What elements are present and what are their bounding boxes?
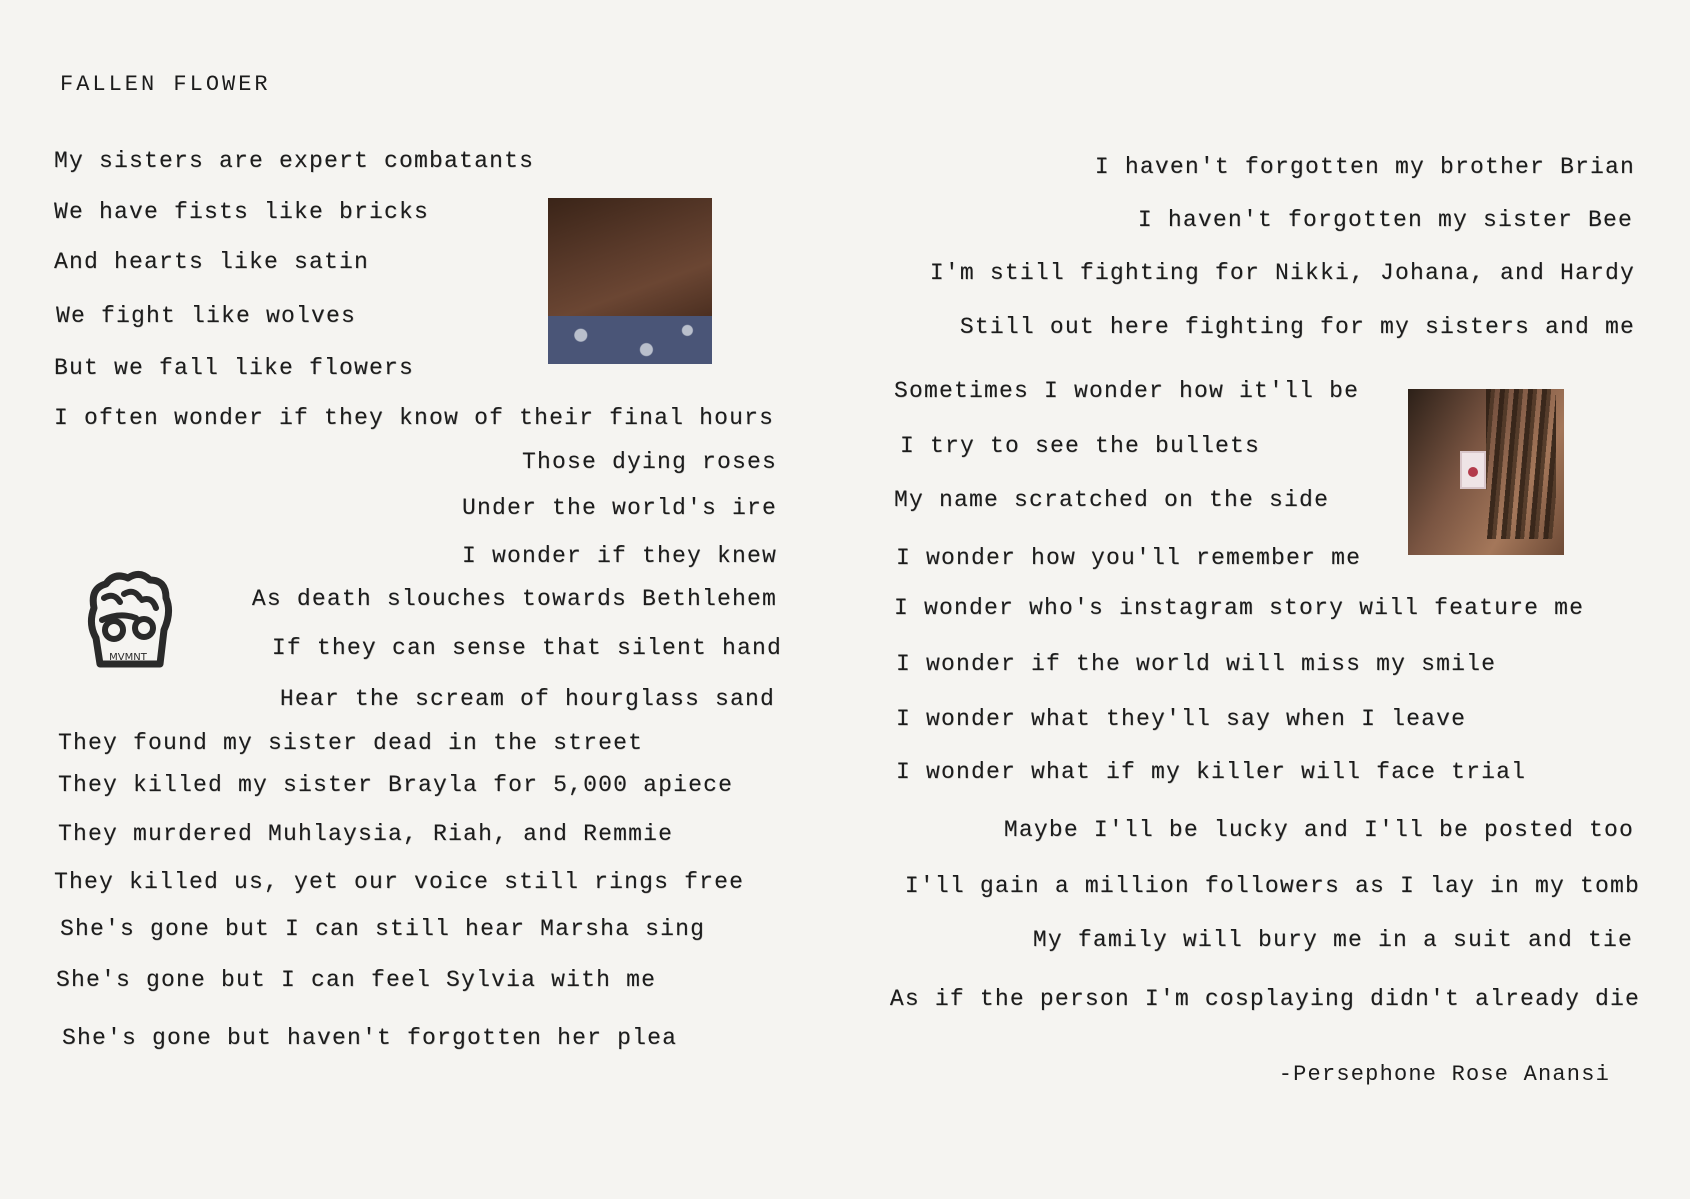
poem-line: I often wonder if they know of their final hours <box>54 405 775 431</box>
poem-title: FALLEN FLOWER <box>60 72 271 97</box>
poem-line: Those dying roses <box>521 449 777 475</box>
right-page <box>846 0 1690 1199</box>
poem-line: I wonder if the world will miss my smile <box>896 651 1497 677</box>
poem-line: I wonder if they knew <box>461 543 777 569</box>
poem-line: If they can sense that silent hand <box>271 635 782 661</box>
poem-line: I try to see the bullets <box>900 433 1261 459</box>
poem-line: Maybe I'll be lucky and I'll be posted too <box>1003 817 1634 843</box>
poem-line: They killed my sister Brayla for 5,000 apiece <box>58 772 734 798</box>
poem-line: But we fall like flowers <box>54 355 415 381</box>
poem-line: My family will bury me in a suit and tie <box>1032 927 1633 953</box>
neck-bruise-photo <box>548 198 712 364</box>
poem-line: Under the world's ire <box>461 495 777 521</box>
poem-line: I haven't forgotten my sister Bee <box>1137 207 1633 233</box>
poem-line: We have fists like bricks <box>54 199 430 225</box>
poem-line: I'm still fighting for Nikki, Johana, and Hardy <box>929 260 1635 286</box>
poem-line: Sometimes I wonder how it'll be <box>894 378 1360 404</box>
patterned-fabric <box>548 316 712 364</box>
poem-line: I haven't forgotten my brother Brian <box>1094 154 1635 180</box>
poem-line: My sisters are expert combatants <box>54 148 535 174</box>
poem-line: I wonder how you'll remember me <box>896 545 1362 571</box>
poem-line: As death slouches towards Bethlehem <box>251 586 777 612</box>
poem-line: Still out here fighting for my sisters and me <box>959 314 1635 340</box>
poem-line: She's gone but haven't forgotten her plea <box>62 1025 678 1051</box>
poem-line: They murdered Muhlaysia, Riah, and Remmie <box>58 821 674 847</box>
author-signature: -Persephone Rose Anansi <box>1278 1062 1610 1087</box>
poem-line: I wonder what they'll say when I leave <box>896 706 1467 732</box>
toe-tag <box>1460 451 1486 489</box>
locs-hair <box>1486 389 1556 539</box>
poem-line: They found my sister dead in the street <box>58 730 644 756</box>
poem-line: My name scratched on the side <box>894 487 1330 513</box>
poem-line: I wonder who's instagram story will feature me <box>894 595 1585 621</box>
hair-toe-tag-photo <box>1408 389 1564 555</box>
poem-line: We fight like wolves <box>56 303 357 329</box>
poem-line: She's gone but I can feel Sylvia with me <box>56 967 657 993</box>
poem-line: I wonder what if my killer will face trial <box>896 759 1527 785</box>
poem-line: Hear the scream of hourglass sand <box>279 686 775 712</box>
poem-line: She's gone but I can still hear Marsha sing <box>60 916 706 942</box>
stamp-label: MVMNT <box>109 652 147 663</box>
poem-line: And hearts like satin <box>54 249 370 275</box>
poem-line: As if the person I'm cosplaying didn't already die <box>889 986 1640 1012</box>
poem-line: I'll gain a million followers as I lay in my tomb <box>904 873 1640 899</box>
raised-fist-stamp-icon <box>80 568 176 680</box>
poem-line: They killed us, yet our voice still rings free <box>54 869 745 895</box>
